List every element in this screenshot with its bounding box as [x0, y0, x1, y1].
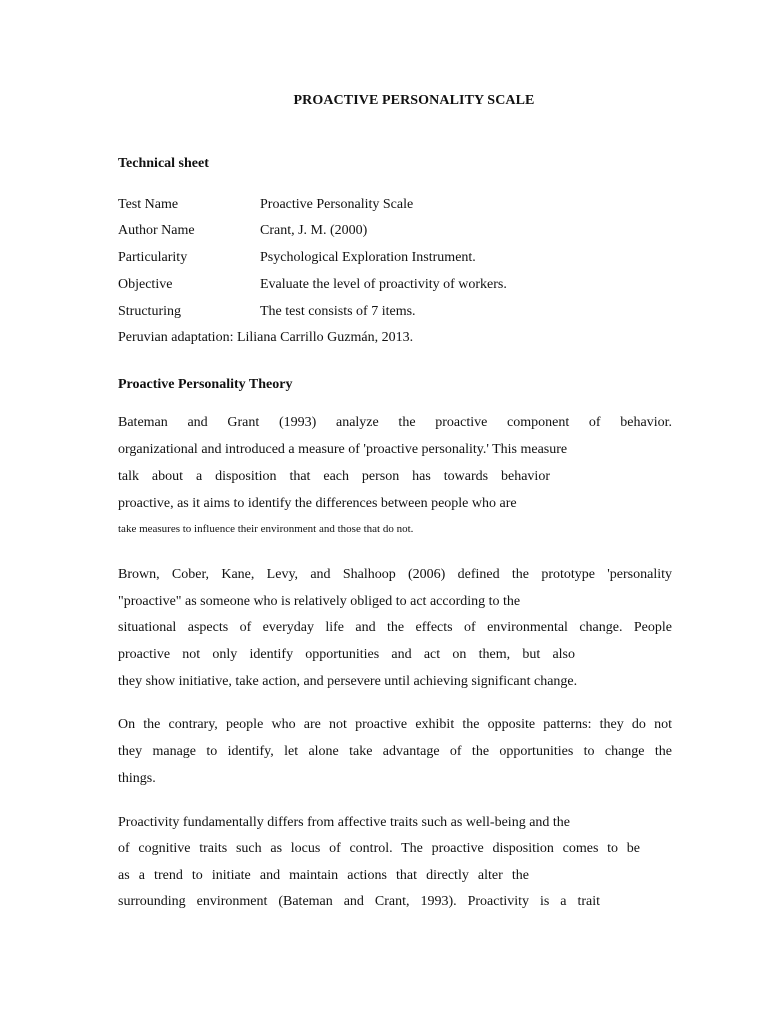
- sheet-row-objective: [118, 277, 678, 295]
- technical-sheet-heading: Technical sheet: [118, 156, 209, 171]
- paragraph-line: as a trend to initiate and maintain actions that directly alter the: [118, 868, 529, 883]
- paragraph-line: On the contrary, people who are not proactive exhibit the opposite patterns: they do not: [118, 717, 672, 732]
- peruvian-adaptation: Peruvian adaptation: Liliana Carrillo Guzmán, 2013.: [118, 330, 414, 345]
- sheet-row-test-name: [118, 197, 678, 215]
- sheet-value: Proactive Personality Scale: [260, 197, 414, 212]
- sheet-value: Crant, J. M. (2000): [260, 223, 368, 238]
- paragraph-line: "proactive" as someone who is relatively obliged to act according to the: [118, 594, 521, 609]
- document-title: PROACTIVE PERSONALITY SCALE: [293, 93, 535, 108]
- sheet-row-author-name: [118, 223, 678, 241]
- paragraph-line: organizational and introduced a measure of 'proactive personality.' This measure: [118, 442, 568, 457]
- paragraph-line: talk about a disposition that each person has towards behavior: [118, 469, 550, 484]
- theory-heading: Proactive Personality Theory: [118, 377, 293, 392]
- paragraph-line: proactive, as it aims to identify the differences between people who are: [118, 496, 517, 511]
- sheet-label: Objective: [118, 277, 173, 292]
- paragraph-line: they manage to identify, let alone take advantage of the opportunities to change the: [118, 744, 672, 759]
- paragraph-line: proactive not only identify opportunities and act on them, but also: [118, 647, 575, 662]
- sheet-label: Author Name: [118, 223, 195, 238]
- paragraph-line: take measures to influence their environment and those that do not.: [118, 523, 414, 535]
- paragraph-line: Bateman and Grant (1993) analyze the proactive component of behavior.: [118, 415, 672, 430]
- paragraph-line: Proactivity fundamentally differs from affective traits such as well-being and the: [118, 815, 571, 830]
- paragraph-line: Brown, Cober, Kane, Levy, and Shalhoop (2006) defined the prototype 'personality: [118, 567, 672, 582]
- paragraph-line: situational aspects of everyday life and the effects of environmental change. People: [118, 620, 672, 635]
- paragraph-line: they show initiative, take action, and persevere until achieving significant change.: [118, 674, 578, 689]
- paragraph-line: of cognitive traits such as locus of control. The proactive disposition comes to be: [118, 841, 640, 856]
- sheet-label: Structuring: [118, 304, 181, 319]
- paragraph-line: surrounding environment (Bateman and Crant, 1993). Proactivity is a trait: [118, 894, 600, 909]
- sheet-value: Evaluate the level of proactivity of workers.: [260, 277, 507, 292]
- sheet-row-particularity: [118, 250, 678, 268]
- sheet-label: Test Name: [118, 197, 179, 212]
- sheet-label: Particularity: [118, 250, 188, 265]
- sheet-row-structuring: [118, 304, 678, 322]
- sheet-value: Psychological Exploration Instrument.: [260, 250, 476, 265]
- sheet-value: The test consists of 7 items.: [260, 304, 416, 319]
- paragraph-line: things.: [118, 771, 156, 786]
